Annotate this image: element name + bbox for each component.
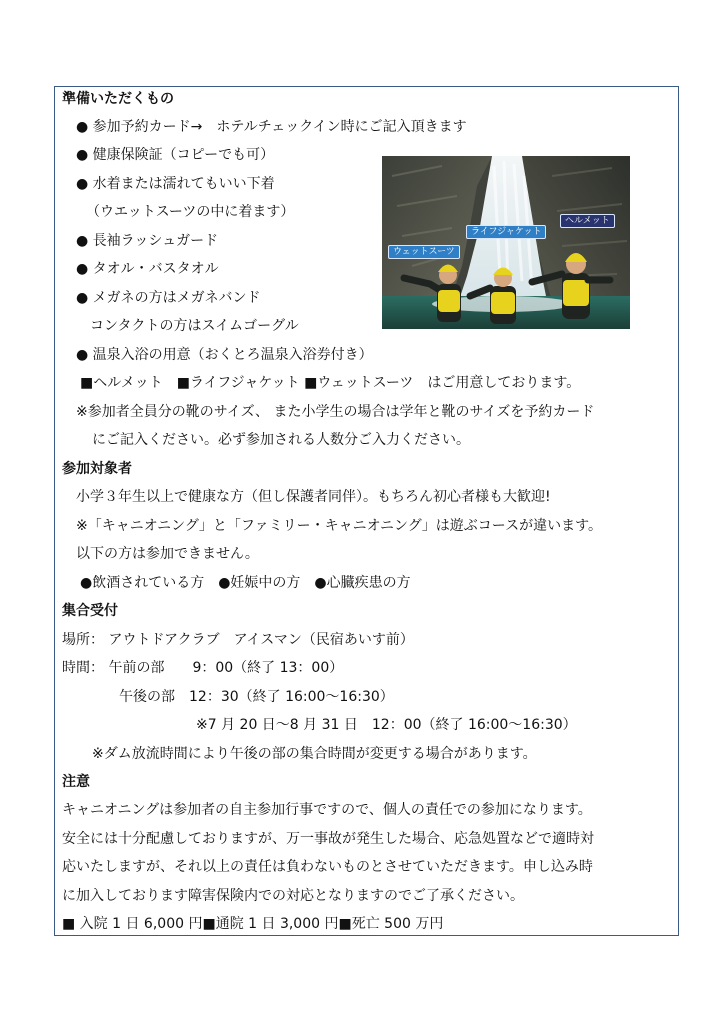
- prep-item-insurance-card: ● 健康保険証（コピーでも可）: [76, 147, 275, 163]
- meeting-place: 場所： アウトドアクラブ アイスマン（民宿あいす前）: [62, 632, 414, 648]
- prep-item-swimwear-note: （ウエットスーツの中に着ます）: [86, 204, 295, 220]
- prep-item-hot-spring: ● 温泉入浴の用意（おくとろ温泉入浴券付き）: [76, 347, 373, 363]
- target-line-excluded-intro: 以下の方は参加できません。: [76, 546, 259, 562]
- wetsuit-label: ウェットスーツ: [388, 245, 460, 259]
- target-line-age: 小学３年生以上で健康な方（但し保護者同伴）。もちろん初心者様も大歓迎!: [76, 489, 551, 505]
- canyoning-photo: [382, 156, 630, 329]
- prep-heading: 準備いただくもの: [62, 91, 174, 107]
- prep-item-contacts-goggles: コンタクトの方はスイムゴーグル: [90, 318, 299, 334]
- meeting-time-summer: ※7 月 20 日～8 月 31 日 12：00（終了 16:00～16:30）: [196, 717, 577, 733]
- notice-line-2: 安全には十分配慮しておりますが、万一事故が発生した場合、応急処置などで適時対: [62, 831, 594, 847]
- life-jacket-label: ライフジャケット: [466, 225, 546, 239]
- insurance-line: ■ 入院 1 日 6,000 円■通院 1 日 3,000 円■死亡 500 万円: [62, 916, 444, 932]
- helmet-label: ヘルメット: [560, 214, 615, 228]
- notice-line-4: に加入しております障害保険内での対応となりますのでご了承ください。: [62, 888, 524, 904]
- prep-item-glasses-band: ● メガネの方はメガネバンド: [76, 290, 261, 306]
- notice-line-1: キャニオニングは参加者の自主参加行事ですので、個人の責任での参加になります。: [62, 802, 592, 818]
- prep-item-rashguard: ● 長袖ラッシュガード: [76, 233, 219, 249]
- target-heading: 参加対象者: [62, 461, 132, 477]
- meeting-dam-note: ※ダム放流時間により午後の部の集合時間が変更する場合があります。: [92, 746, 537, 762]
- meeting-heading: 集合受付: [62, 603, 118, 619]
- meeting-time-afternoon: 午後の部 12：30（終了 16:00～16:30）: [119, 689, 394, 705]
- shoe-size-note-2: にご記入ください。必ず参加される人数分ご入力ください。: [92, 432, 470, 448]
- notice-line-3: 応いたしますが、それ以上の責任は負わないものとさせていただきます。申し込み時: [62, 859, 593, 875]
- meeting-time-morning: 時間： 午前の部 9：00（終了 13：00）: [62, 660, 344, 676]
- shoe-size-note-1: ※参加者全員分の靴のサイズ、 また小学生の場合は学年と靴のサイズを予約カード: [76, 404, 595, 420]
- prep-item-reservation-card: ● 参加予約カード→ ホテルチェックイン時にご記入頂きます: [76, 119, 467, 135]
- prep-item-swimwear: ● 水着または濡れてもいい下着: [76, 176, 275, 192]
- notice-heading: 注意: [62, 774, 90, 790]
- provided-equipment-line: ■ヘルメット ■ライフジャケット ■ウェットスーツ はご用意しております。: [80, 375, 581, 391]
- target-line-course-note: ※「キャニオニング」と「ファミリー・キャニオニング」は遊ぶコースが違います。: [76, 518, 602, 534]
- prep-item-towel: ● タオル・バスタオル: [76, 261, 219, 277]
- target-line-excluded-list: ●飲酒されている方 ●妊娠中の方 ●心臓疾患の方: [80, 575, 411, 591]
